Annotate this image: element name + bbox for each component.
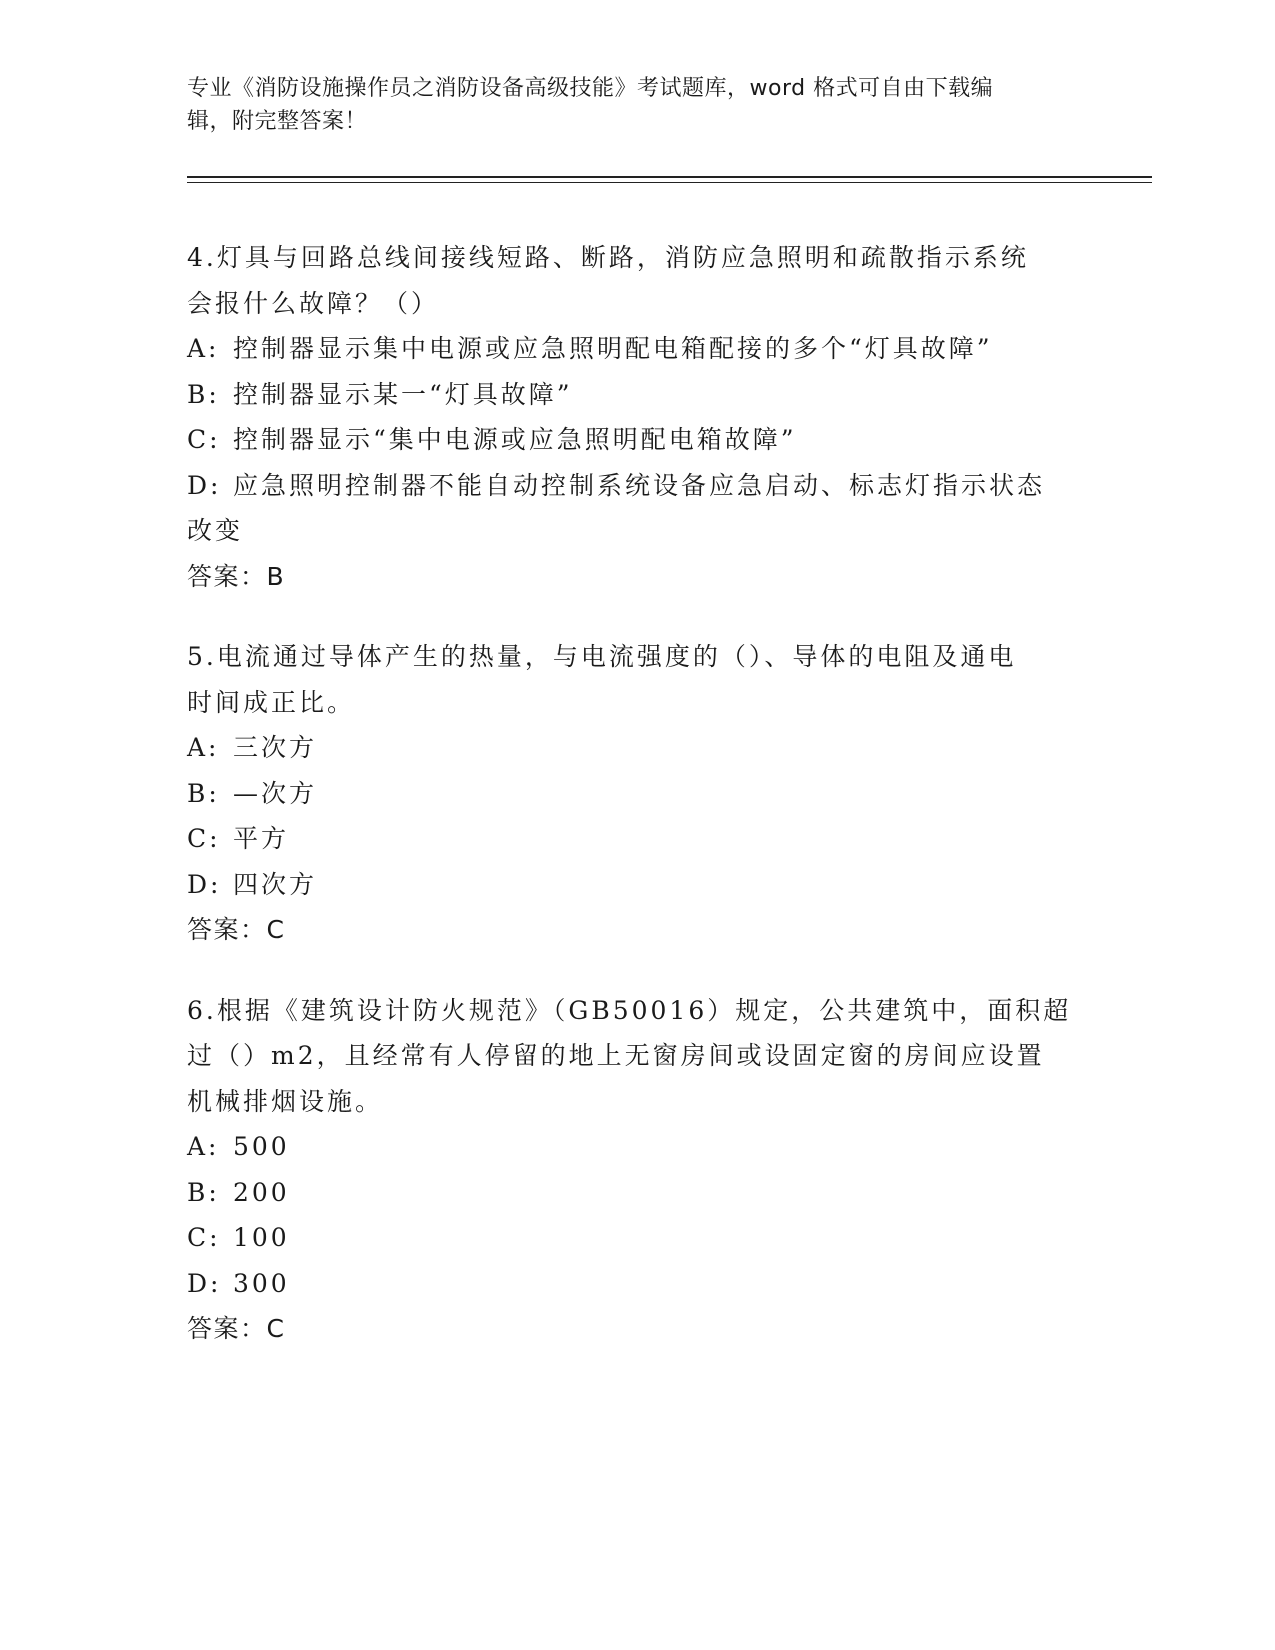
answer: 答案：C (187, 1314, 286, 1343)
option-c (187, 1215, 1087, 1261)
option-d (187, 862, 1087, 908)
option-b (187, 372, 1087, 418)
option-text: 100 (233, 1223, 290, 1252)
option-text: 控制器显示某一“灯具故障” (233, 379, 573, 409)
answer: 答案：C (187, 915, 286, 944)
question-6 (187, 988, 1087, 1352)
option-a (187, 725, 1087, 771)
question-text-line: 机械排烟设施。 (187, 1086, 384, 1116)
option-text: —次方 (233, 778, 318, 808)
option-letter: B: (187, 379, 220, 409)
header-line-2: 辑，附完整答案！ (187, 109, 368, 134)
option-text: 300 (233, 1268, 290, 1298)
option-letter: C: (187, 425, 221, 454)
header-line-1: 专业《消防设施操作员之消防设备高级技能》考试题库，word 格式可自由下载编 (187, 76, 994, 101)
option-d (187, 1261, 1087, 1307)
question-text-line: 时间成正比。 (187, 687, 356, 717)
option-text-continued: 改变 (187, 516, 244, 545)
option-letter: B: (187, 1177, 220, 1207)
option-b (187, 1170, 1087, 1216)
answer: 答案：B (187, 561, 286, 591)
question-list (187, 235, 1087, 1387)
option-text: 三次方 (233, 733, 318, 762)
question-text (187, 235, 1087, 326)
option-text: 平方 (233, 824, 290, 853)
option-b (187, 771, 1087, 817)
question-5 (187, 634, 1087, 953)
option-letter: A: (187, 733, 220, 762)
question-text-line: 5.电流通过导体产生的热量，与电流强度的（）、导体的电阻及通电 (187, 642, 1017, 671)
header-divider-thin (187, 182, 1152, 183)
option-text: 500 (233, 1132, 290, 1161)
option-text: 控制器显示集中电源或应急照明配电箱配接的多个“灯具故障” (233, 334, 993, 363)
option-letter: A: (187, 1132, 220, 1161)
question-text (187, 634, 1087, 725)
option-letter: D: (187, 869, 222, 899)
option-letter: D: (187, 1268, 222, 1298)
document-header (187, 72, 1087, 138)
option-letter: A: (187, 334, 220, 363)
question-text-line: 6.根据《建筑设计防火规范》（GB50016）规定，公共建筑中，面积超 (187, 995, 1072, 1025)
question-text (187, 988, 1087, 1125)
option-c (187, 417, 1087, 463)
question-text-line: 会报什么故障？（） (187, 288, 440, 318)
question-text-line: 4.灯具与回路总线间接线短路、断路，消防应急照明和疏散指示系统 (187, 243, 1029, 272)
option-letter: C: (187, 824, 221, 853)
option-d (187, 463, 1087, 554)
option-text: 应急照明控制器不能自动控制系统设备应急启动、标志灯指示状态 (233, 470, 1046, 500)
question-4 (187, 235, 1087, 599)
header-divider-thick (187, 176, 1152, 178)
option-c (187, 816, 1087, 862)
option-text: 四次方 (233, 869, 318, 899)
option-a (187, 1124, 1087, 1170)
option-letter: C: (187, 1223, 221, 1252)
option-text: 200 (233, 1177, 290, 1207)
option-letter: B: (187, 778, 220, 808)
option-a (187, 326, 1087, 372)
option-letter: D: (187, 470, 222, 500)
option-text: 控制器显示“集中电源或应急照明配电箱故障” (233, 425, 797, 454)
question-text-line: 过（）m2，且经常有人停留的地上无窗房间或设固定窗的房间应设置 (187, 1041, 1045, 1070)
